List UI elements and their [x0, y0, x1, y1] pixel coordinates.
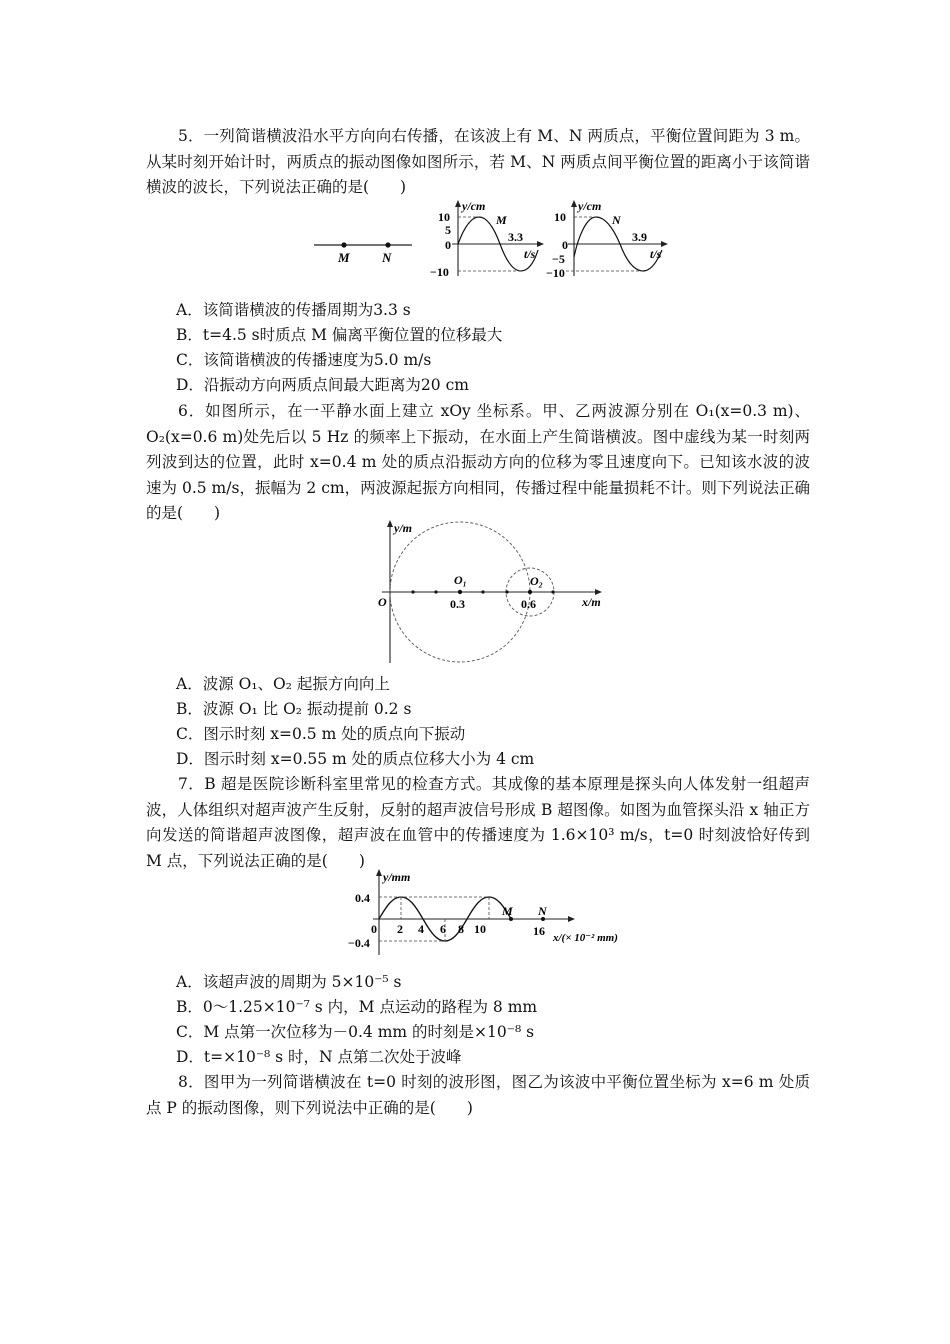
svg-text:0: 0: [562, 238, 568, 252]
svg-text:6: 6: [440, 922, 446, 936]
q5-point-n: [385, 242, 390, 247]
q8-stem: 8．图甲为一列简谐横波在 t=0 时刻的波形图，图乙为该波中平衡位置坐标为 x=6 m 处质点 P 的振动图像，则下列说法中正确的是( ): [146, 1073, 810, 1117]
q5-graph-m: [430, 199, 544, 279]
svg-text:0.4: 0.4: [355, 891, 370, 905]
svg-text:O₁: O₁: [454, 573, 467, 587]
svg-text:−10: −10: [430, 265, 449, 279]
q5-option-a: A．该简谐横波的传播周期为3.3 s: [176, 301, 411, 319]
svg-text:M: M: [496, 213, 507, 227]
svg-text:y/cm: y/cm: [462, 199, 486, 213]
svg-text:x/(× 10⁻² mm): x/(× 10⁻² mm): [553, 932, 618, 944]
q6-option-b: B．波源 O₁ 比 O₂ 振动提前 0.2 s: [176, 700, 412, 718]
svg-text:0: 0: [371, 922, 377, 936]
q5-graph-n: [546, 199, 668, 280]
svg-text:y/cm: y/cm: [578, 199, 602, 213]
svg-text:y/mm: y/mm: [383, 870, 411, 884]
svg-text:t/s: t/s: [524, 247, 536, 261]
svg-text:0.3: 0.3: [450, 597, 465, 611]
svg-text:10: 10: [438, 210, 450, 224]
svg-text:4: 4: [418, 922, 424, 936]
q5-option-d: D．沿振动方向两质点间最大距离为20 cm: [176, 376, 469, 394]
q6-option-c: C．图示时刻 x=0.5 m 处的质点向下振动: [176, 725, 466, 743]
q7-option-b: B．0～1.25×10⁻⁷ s 内，M 点运动的路程为 8 mm: [176, 998, 538, 1016]
svg-text:x/m: x/m: [582, 595, 601, 609]
q5-option-c: C．该简谐横波的传播速度为5.0 m/s: [176, 351, 432, 369]
q5-figure: [300, 200, 690, 280]
q7-option-d: D．t=×10⁻⁸ s 时，N 点第二次处于波峰: [176, 1048, 462, 1066]
svg-text:16: 16: [533, 924, 545, 938]
q5-label-m: M: [338, 250, 350, 265]
svg-text:t/s: t/s: [650, 247, 662, 261]
svg-text:N: N: [538, 904, 547, 918]
q5-point-m: [341, 242, 346, 247]
q5-option-b: B．t=4.5 s时质点 M 偏离平衡位置的位移最大: [176, 326, 503, 344]
svg-text:3.9: 3.9: [632, 230, 647, 244]
svg-text:M: M: [502, 904, 513, 918]
svg-text:10: 10: [554, 210, 566, 224]
svg-text:O: O: [378, 595, 387, 609]
q5-label-n: N: [382, 250, 392, 265]
svg-text:y/m: y/m: [394, 521, 412, 535]
q7-option-c: C．M 点第一次位移为－0.4 mm 的时刻是×10⁻⁸ s: [176, 1023, 535, 1041]
svg-text:0.6: 0.6: [521, 597, 536, 611]
svg-text:5: 5: [445, 223, 451, 237]
svg-text:O₂: O₂: [530, 574, 543, 588]
q6-option-d: D．图示时刻 x=0.55 m 处的质点位移大小为 4 cm: [176, 750, 535, 768]
q7-stem: 7．B 超是医院诊断科室里常见的检查方式。其成像的基本原理是探头向人体发射一组超声波，人体组织对超声波产生反射，反射的超声波信号形成 B 超图像。如图为血管探头沿 x 轴正方向发送的简谐超声波图像，超声波在血管中的传播速度为 1.6×10³ m/s，t=0 时刻波恰好传到 M 点，下列说法正确的是( ): [146, 775, 810, 870]
svg-text:10: 10: [474, 922, 486, 936]
q6-figure: [370, 518, 620, 668]
svg-text:3.3: 3.3: [508, 230, 523, 244]
q7-option-a: A．该超声波的周期为 5×10⁻⁵ s: [176, 973, 402, 991]
svg-text:−0.4: −0.4: [348, 936, 370, 950]
svg-text:N: N: [612, 213, 621, 227]
q7-figure: [345, 867, 645, 959]
q6-stem: 6．如图所示，在一平静水面上建立 xOy 坐标系。甲、乙两波源分别在 O₁(x=0.3 m)、O₂(x=0.6 m)处先后以 5 Hz 的频率上下振动，在水面上产生简谐横波。图中虚线为某一时刻两列波到达的位置，此时 x=0.4 m 处的质点沿振动方向的位移为零且速度向下。已知该水波的波速为 0.5 m/s，振幅为 2 cm，两波源起振方向相同，传播过程中能量损耗不计。则下列说法正确的是( ): [146, 402, 810, 522]
svg-text:2: 2: [397, 922, 403, 936]
q6-option-a: A．波源 O₁、O₂ 起振方向向上: [176, 675, 390, 693]
svg-text:−10: −10: [546, 266, 565, 280]
svg-text:0: 0: [445, 238, 451, 252]
q5-stem: 5．一列简谐横波沿水平方向向右传播，在该波上有 M、N 两质点，平衡位置间距为 3 m。从某时刻开始计时，两质点的振动图像如图所示，若 M、N 两质点间平衡位置的距离小于该简谐横波的波长，下列说法正确的是( ): [146, 127, 810, 196]
svg-text:−5: −5: [552, 252, 565, 266]
svg-text:8: 8: [458, 922, 464, 936]
